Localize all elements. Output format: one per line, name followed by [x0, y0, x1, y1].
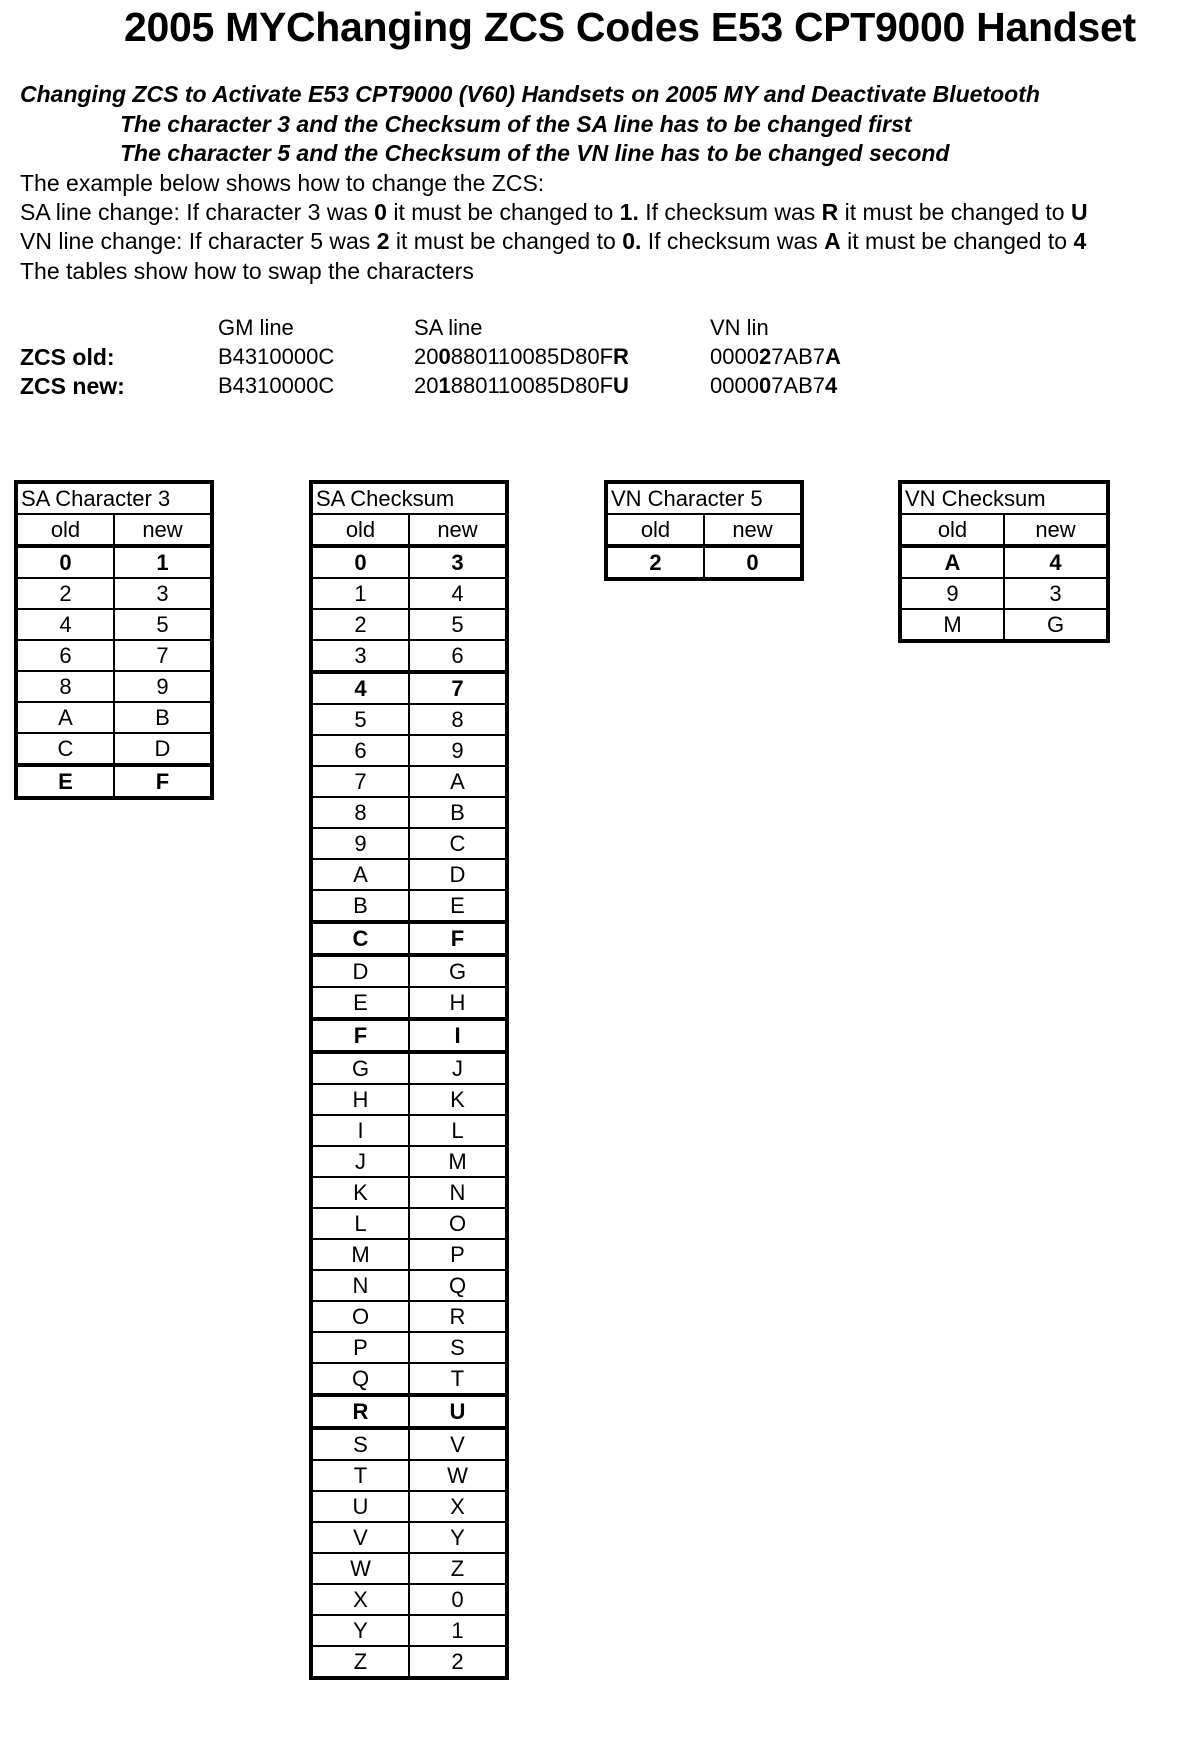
- column-header-old: old: [16, 514, 114, 546]
- cell-old: 1: [311, 578, 409, 609]
- table-row: [311, 609, 507, 640]
- cell-new: R: [409, 1301, 507, 1332]
- cell-old: S: [311, 1428, 409, 1460]
- cell-new: J: [409, 1052, 507, 1084]
- cell-old: D: [311, 955, 409, 987]
- zcs-new-label: ZCS new:: [20, 373, 125, 399]
- tables-note: The tables show how to swap the characters: [20, 258, 474, 284]
- cell-new: P: [409, 1239, 507, 1270]
- cell-old: 6: [311, 735, 409, 766]
- cell-new: 9: [409, 735, 507, 766]
- table-row: [311, 797, 507, 828]
- table-caption: SA Character 3: [16, 482, 212, 514]
- cell-new: K: [409, 1084, 507, 1115]
- sa-character-3-table: [14, 480, 214, 800]
- cell-old: 7: [311, 766, 409, 797]
- table-row: [16, 546, 212, 578]
- vn-checksum-table: [898, 480, 1110, 643]
- table-row: [311, 1301, 507, 1332]
- cell-new: 7: [409, 672, 507, 704]
- table-row: [311, 1146, 507, 1177]
- cell-old: A: [16, 702, 114, 733]
- cell-old: J: [311, 1146, 409, 1177]
- cell-old: A: [311, 859, 409, 890]
- cell-old: 4: [16, 609, 114, 640]
- cell-old: Y: [311, 1615, 409, 1646]
- cell-old: P: [311, 1332, 409, 1363]
- table-row: [311, 1615, 507, 1646]
- cell-new: F: [114, 765, 212, 798]
- table-row: [311, 1208, 507, 1239]
- vn-change-text: VN line change: If character 5 was: [20, 228, 377, 254]
- cell-new: E: [409, 890, 507, 922]
- cell-old: L: [311, 1208, 409, 1239]
- cell-new: B: [409, 797, 507, 828]
- cell-old: 2: [606, 546, 704, 579]
- vn-change-old-char: 2: [376, 228, 390, 254]
- table-row: [311, 1019, 507, 1052]
- cell-old: N: [311, 1270, 409, 1301]
- sa-change-old-char: 0: [374, 199, 387, 225]
- table-row: [16, 733, 212, 765]
- table-row: [311, 1646, 507, 1678]
- vn-change-old-checksum: A: [824, 228, 841, 254]
- zcs-old-vn: [710, 344, 841, 370]
- zcs-old-vn-checksum: A: [825, 344, 841, 369]
- cell-old: I: [311, 1115, 409, 1146]
- table-row: [311, 1239, 507, 1270]
- cell-new: 0: [409, 1584, 507, 1615]
- cell-old: 9: [311, 828, 409, 859]
- vn-change-new-char: 0.: [622, 228, 642, 254]
- table-caption: VN Checksum: [900, 482, 1108, 514]
- table-row: [900, 546, 1108, 578]
- zcs-old-vn-part: 7AB7: [771, 344, 826, 369]
- column-header-new: new: [114, 514, 212, 546]
- table-caption: VN Character 5: [606, 482, 802, 514]
- table-row: [311, 922, 507, 955]
- zcs-old-sa-part: 20: [414, 344, 439, 369]
- cell-new: 1: [114, 546, 212, 578]
- table-row: [16, 702, 212, 733]
- cell-old: Q: [311, 1363, 409, 1395]
- cell-old: 8: [16, 671, 114, 702]
- zcs-old-vn-part: 0000: [710, 344, 759, 369]
- zcs-new-sa: [414, 373, 629, 399]
- column-header-old: old: [311, 514, 409, 546]
- zcs-new-vn-part: 7AB7: [771, 373, 826, 398]
- zcs-new-sa-char3: 1: [438, 373, 451, 398]
- cell-old: E: [311, 987, 409, 1019]
- zcs-new-sa-part: 20: [414, 373, 439, 398]
- table-row: [311, 1084, 507, 1115]
- table-row: [606, 546, 802, 579]
- cell-old: Z: [311, 1646, 409, 1678]
- column-header-old: old: [900, 514, 1004, 546]
- sa-change-line: [20, 199, 1088, 226]
- table-row: [311, 1395, 507, 1428]
- table-row: [16, 640, 212, 671]
- table-row: [311, 1553, 507, 1584]
- vn-character-5-table: [604, 480, 804, 581]
- cell-new: G: [1004, 609, 1108, 641]
- sa-change-new-char: 1.: [619, 199, 639, 225]
- cell-new: 2: [409, 1646, 507, 1678]
- cell-new: I: [409, 1019, 507, 1052]
- column-header-new: new: [1004, 514, 1108, 546]
- cell-old: M: [900, 609, 1004, 641]
- sa-change-new-checksum: U: [1070, 199, 1088, 225]
- table-row: [311, 859, 507, 890]
- vn-change-text: it must be changed to: [389, 228, 623, 254]
- table-row: [311, 704, 507, 735]
- cell-new: 8: [409, 704, 507, 735]
- cell-old: E: [16, 765, 114, 798]
- cell-new: N: [409, 1177, 507, 1208]
- cell-old: 3: [311, 640, 409, 672]
- table-row: [311, 1584, 507, 1615]
- zcs-new-vn: [710, 373, 837, 399]
- table-row: [311, 546, 507, 578]
- cell-old: 8: [311, 797, 409, 828]
- cell-new: A: [409, 766, 507, 797]
- zcs-new-vn-checksum: 4: [825, 373, 838, 398]
- cell-old: 0: [311, 546, 409, 578]
- table-row: [311, 1522, 507, 1553]
- table-row: [16, 765, 212, 798]
- cell-new: 3: [1004, 578, 1108, 609]
- zcs-old-label: ZCS old:: [20, 344, 115, 370]
- vn-change-new-checksum: 4: [1073, 228, 1087, 254]
- cell-old: C: [311, 922, 409, 955]
- cell-new: 4: [409, 578, 507, 609]
- table-row: [311, 1115, 507, 1146]
- example-text: The example below shows how to change the ZCS:: [20, 170, 545, 196]
- cell-old: C: [16, 733, 114, 765]
- table-row: [16, 609, 212, 640]
- zcs-header-gm: GM line: [218, 315, 294, 340]
- zcs-old-gm: B4310000C: [218, 344, 335, 369]
- table-row: [311, 1460, 507, 1491]
- cell-old: 4: [311, 672, 409, 704]
- cell-new: B: [114, 702, 212, 733]
- sa-change-text: it must be changed to: [386, 199, 620, 225]
- zcs-header-vn: VN lin: [710, 315, 769, 340]
- cell-old: O: [311, 1301, 409, 1332]
- cell-old: U: [311, 1491, 409, 1522]
- table-row: [900, 578, 1108, 609]
- cell-new: 9: [114, 671, 212, 702]
- cell-old: 2: [311, 609, 409, 640]
- sa-change-old-checksum: R: [821, 199, 839, 225]
- sa-checksum-table: [309, 480, 509, 1680]
- column-header-new: new: [409, 514, 507, 546]
- zcs-new-gm: B4310000C: [218, 373, 335, 398]
- cell-new: Y: [409, 1522, 507, 1553]
- cell-old: 9: [900, 578, 1004, 609]
- cell-new: T: [409, 1363, 507, 1395]
- column-header-old: old: [606, 514, 704, 546]
- cell-old: K: [311, 1177, 409, 1208]
- cell-old: A: [900, 546, 1004, 578]
- table-row: [311, 1491, 507, 1522]
- cell-old: F: [311, 1019, 409, 1052]
- cell-new: 7: [114, 640, 212, 671]
- sa-change-text: SA line change: If character 3 was: [20, 199, 375, 225]
- cell-old: T: [311, 1460, 409, 1491]
- vn-change-text: it must be changed to: [840, 228, 1074, 254]
- cell-old: R: [311, 1395, 409, 1428]
- table-caption: SA Checksum: [311, 482, 507, 514]
- cell-new: H: [409, 987, 507, 1019]
- cell-old: W: [311, 1553, 409, 1584]
- cell-old: M: [311, 1239, 409, 1270]
- table-row: [311, 955, 507, 987]
- cell-new: G: [409, 955, 507, 987]
- page-title: 2005 MYChanging ZCS Codes E53 CPT9000 Handset: [124, 4, 1136, 50]
- intro-step-2: The character 5 and the Checksum of the VN line has to be changed second: [120, 140, 950, 166]
- intro-step-1: The character 3 and the Checksum of the SA line has to be changed first: [120, 111, 912, 137]
- cell-new: C: [409, 828, 507, 859]
- cell-old: G: [311, 1052, 409, 1084]
- cell-new: D: [114, 733, 212, 765]
- table-row: [311, 987, 507, 1019]
- table-row: [311, 1270, 507, 1301]
- zcs-old-vn-char5: 2: [758, 344, 772, 369]
- table-row: [311, 828, 507, 859]
- table-row: [311, 1332, 507, 1363]
- cell-new: 5: [114, 609, 212, 640]
- cell-new: X: [409, 1491, 507, 1522]
- cell-new: M: [409, 1146, 507, 1177]
- cell-new: 3: [409, 546, 507, 578]
- zcs-new-vn-char5: 0: [758, 373, 772, 398]
- zcs-old-sa: [414, 344, 629, 370]
- zcs-old-sa-part: 880110085D80F: [450, 344, 614, 369]
- cell-new: D: [409, 859, 507, 890]
- table-row: [16, 578, 212, 609]
- cell-new: 4: [1004, 546, 1108, 578]
- cell-new: O: [409, 1208, 507, 1239]
- cell-new: W: [409, 1460, 507, 1491]
- cell-old: X: [311, 1584, 409, 1615]
- cell-old: 2: [16, 578, 114, 609]
- cell-new: 3: [114, 578, 212, 609]
- cell-new: L: [409, 1115, 507, 1146]
- zcs-new-vn-part: 0000: [710, 373, 759, 398]
- table-row: [311, 735, 507, 766]
- zcs-old-sa-checksum: R: [613, 344, 629, 369]
- cell-new: Q: [409, 1270, 507, 1301]
- vn-change-line: [20, 228, 1086, 255]
- cell-new: 1: [409, 1615, 507, 1646]
- cell-new: Z: [409, 1553, 507, 1584]
- cell-old: B: [311, 890, 409, 922]
- table-row: [311, 1177, 507, 1208]
- sa-change-text: If checksum was: [638, 199, 822, 225]
- table-row: [311, 640, 507, 672]
- cell-new: 0: [704, 546, 802, 579]
- table-row: [311, 766, 507, 797]
- cell-old: 6: [16, 640, 114, 671]
- cell-old: H: [311, 1084, 409, 1115]
- zcs-old-sa-char3: 0: [438, 344, 451, 369]
- column-header-new: new: [704, 514, 802, 546]
- cell-old: 5: [311, 704, 409, 735]
- table-row: [311, 1052, 507, 1084]
- zcs-new-sa-part: 880110085D80F: [450, 373, 614, 398]
- cell-new: U: [409, 1395, 507, 1428]
- cell-new: V: [409, 1428, 507, 1460]
- vn-change-text: If checksum was: [641, 228, 825, 254]
- cell-new: 5: [409, 609, 507, 640]
- sa-change-text: it must be changed to: [838, 199, 1071, 225]
- table-row: [311, 1363, 507, 1395]
- zcs-header-sa: SA line: [414, 315, 483, 340]
- cell-new: 6: [409, 640, 507, 672]
- table-row: [311, 578, 507, 609]
- cell-old: 0: [16, 546, 114, 578]
- table-row: [311, 1428, 507, 1460]
- cell-new: F: [409, 922, 507, 955]
- intro-heading: Changing ZCS to Activate E53 CPT9000 (V60) Handsets on 2005 MY and Deactivate Bluetooth: [20, 81, 1040, 107]
- zcs-new-sa-checksum: U: [613, 373, 629, 398]
- table-row: [16, 671, 212, 702]
- table-row: [311, 890, 507, 922]
- table-row: [311, 672, 507, 704]
- cell-old: V: [311, 1522, 409, 1553]
- cell-new: S: [409, 1332, 507, 1363]
- table-row: [900, 609, 1108, 641]
